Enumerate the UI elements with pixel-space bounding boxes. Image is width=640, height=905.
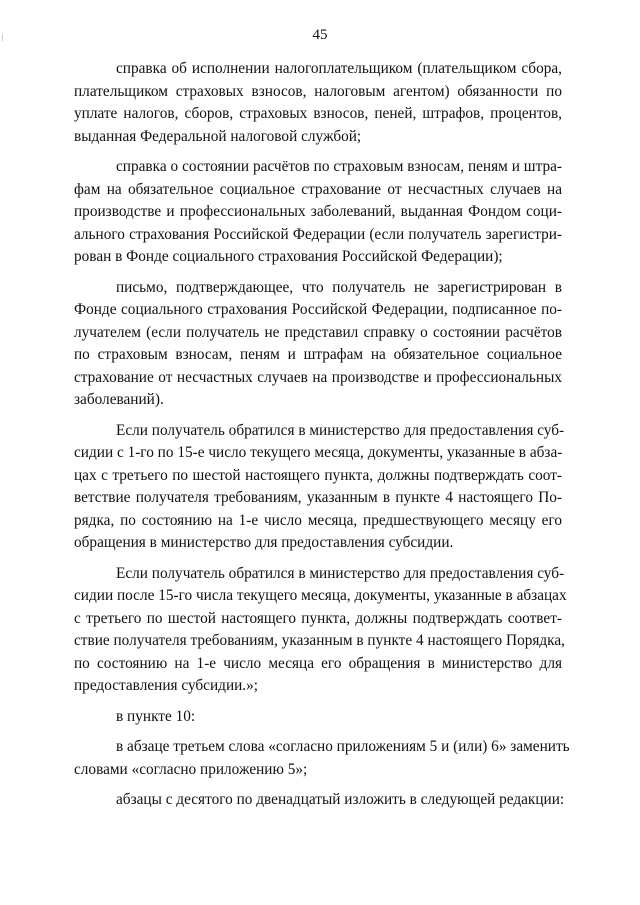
- text-line: в абзаце третьем слова «согласно приложениям 5 и (или) 6» заменить: [116, 738, 570, 755]
- text-line: ствие получателя требованиям, указанным в пункте 4 настоящего Порядка,: [74, 632, 566, 649]
- paragraph-gap: [74, 555, 562, 563]
- text-line: справка об исполнении налогоплательщиком (плательщиком сбора,: [116, 60, 562, 77]
- text-line: предоставления субсидии.»;: [74, 677, 259, 694]
- text-line: уплате налогов, сборов, страховых взносов, пеней, штрафов, процентов,: [74, 105, 562, 122]
- text-line: Если получатель обратился в министерство для предоставления суб-: [116, 421, 565, 439]
- text-line: лучателем (если получатель не представил справку о состоянии расчётов: [74, 323, 562, 341]
- paragraph: [74, 277, 562, 412]
- text-line: рован в Фонде социального страхования Российской Федерации);: [74, 248, 503, 265]
- paragraph: [74, 58, 562, 148]
- text-line: Если получатель обратился в министерство для предоставления суб-: [116, 564, 565, 582]
- paragraph-gap: [74, 412, 562, 420]
- paragraph: [74, 563, 567, 698]
- paragraph: [74, 789, 565, 812]
- text-line: сидии с 1-го по 15-е число текущего месяца, документы, указанные в абза-: [74, 444, 563, 461]
- text-line: страхование от несчастных случаев на производстве и профессиональных: [74, 368, 562, 386]
- text-line: по состоянию на 1-е число месяца его обращения в министерство для: [74, 654, 562, 672]
- text-line: заболеваний).: [74, 391, 164, 408]
- text-line: по страховым взносам, пеням и штрафам на обязательное социальное: [74, 346, 562, 363]
- text-line: с третьего по шестой настоящего пункта, должны подтверждать соответ-: [74, 609, 562, 627]
- paragraph: [74, 706, 562, 729]
- text-line: производстве и профессиональных заболеваний, выданная Фондом соци-: [74, 203, 562, 220]
- paragraph-gap: [74, 269, 562, 277]
- paragraph-gap: [74, 148, 562, 156]
- text-line: плательщиком страховых взносов, налоговым агентом) обязанности по: [74, 82, 562, 100]
- page-number: 45: [312, 27, 328, 43]
- paragraph: [74, 420, 565, 555]
- page-body: [74, 58, 570, 812]
- text-line: цах с третьего по шестой настоящего пункта, должны подтверждать соот-: [74, 466, 562, 484]
- text-line: фам на обязательное социальное страхование от несчастных случаев на: [74, 180, 562, 198]
- paragraph-gap: [74, 728, 562, 736]
- paragraph-gap: [74, 698, 562, 706]
- text-line: в пункте 10:: [116, 707, 196, 725]
- text-line: Фонде социального страхования Российской Федерации, подписанное по-: [74, 301, 562, 318]
- text-line: ального страхования Российской Федерации (если получатель зарегистри-: [74, 225, 562, 243]
- text-line: рядка, по состоянию на 1-е число месяца, предшествующего месяцу его: [74, 511, 562, 529]
- text-line: ветствие получателя требованиям, указанным в пункте 4 настоящего По-: [74, 489, 562, 506]
- text-line: абзацы с десятого по двенадцатый изложить в следующей редакции:: [116, 791, 565, 808]
- paragraph-gap: [74, 781, 562, 789]
- text-line: письмо, подтверждающее, что получатель не зарегистрирован в: [116, 278, 562, 296]
- text-line: сидии после 15-го числа текущего месяца, документы, указанные в абзацах: [74, 587, 567, 604]
- paragraph: [74, 156, 562, 269]
- text-line: словами «согласно приложению 5»;: [74, 760, 308, 778]
- text-line: выданная Федеральной налоговой службой;: [74, 127, 362, 145]
- paragraph: [74, 736, 570, 781]
- text-line: обращения в министерство для предоставления субсидии.: [74, 534, 454, 551]
- text-line: справка о состоянии расчётов по страховым взносам, пеням и штра-: [116, 158, 562, 175]
